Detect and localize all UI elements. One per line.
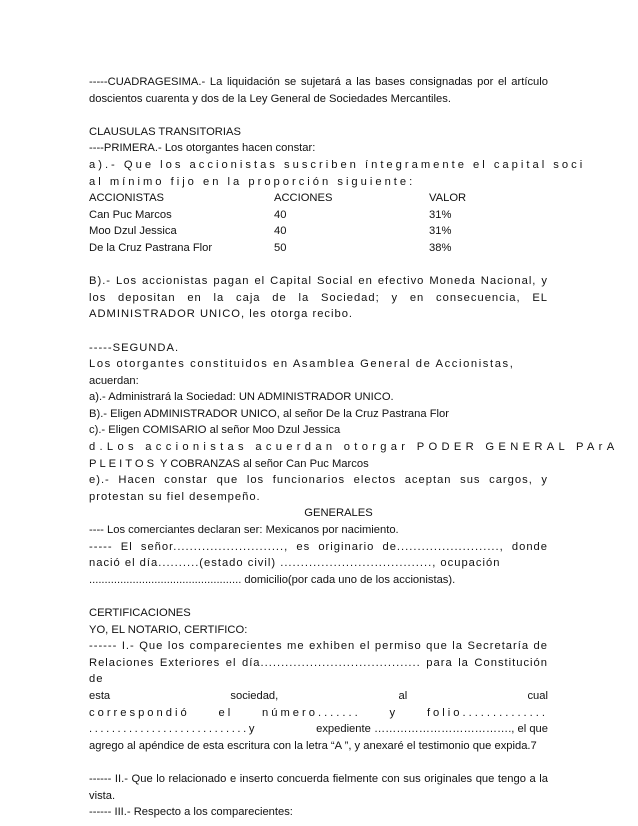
- cert-word: correspondió: [89, 706, 190, 719]
- table-cell: 40: [274, 208, 287, 221]
- segunda-item-a: a).- Administrará la Sociedad: UN ADMINISTRADOR UNICO.: [89, 391, 394, 404]
- table-cell: De la Cruz Pastrana Flor: [89, 241, 213, 254]
- table-cell: 38%: [429, 241, 452, 254]
- clause-cuadragesima: -----CUADRAGESIMA.- La liquidación se sujetará a las bases consignadas por el artículo doscientos cuarenta y dos de la Ley General de Sociedades Mercantiles.: [89, 76, 548, 105]
- pleitos-text: PLEITOS: [89, 457, 158, 470]
- clause-a-line1: a).- Que los accionistas suscriben íntegramente el capital soci: [89, 158, 586, 171]
- clause-b-payment: B).- Los accionistas pagan el Capital Social en efectivo Moneda Nacional, y los depositan en la caja de la Sociedad; y en consecuencia, EL ADMINISTRADOR UNICO, les otorga recibo.: [89, 275, 548, 321]
- cert-expediente: expediente ………………………………., el que: [316, 723, 548, 736]
- generales-line1: ---- Los comerciantes declaran ser: Mexicanos por nacimiento.: [89, 524, 399, 537]
- cert-word: esta: [89, 689, 111, 702]
- cert-word: número.......: [262, 706, 361, 719]
- cert-item-i-number-line: [89, 705, 548, 722]
- cert-item-i-end: agrego al apéndice de esta escritura con la letra “A ”, y anexaré el testimonio que expida.7: [89, 739, 537, 752]
- table-cell: 31%: [429, 208, 452, 221]
- clause-a-line2-text: al mínimo fijo en la proporción siguiente:: [89, 175, 416, 188]
- table-cell: 40: [274, 225, 287, 238]
- cert-word: cual: [527, 689, 548, 702]
- cobranzas-text: Y COBRANZAS al señor Can Puc Marcos: [157, 457, 369, 470]
- table-cell: 31%: [429, 225, 452, 238]
- cert-word: al: [398, 689, 408, 702]
- table-header-valor: VALOR: [429, 192, 467, 205]
- generales-line2: ----- El señor..........................., es originario de........................., donde nació el día..........(estado civil) ....................................., ocupación: [89, 540, 548, 570]
- table-cell: Can Puc Marcos: [89, 208, 172, 221]
- clause-a-line2: [89, 174, 548, 191]
- certificaciones-heading: CERTIFICACIONES: [89, 607, 191, 619]
- document-page: [89, 74, 619, 821]
- table-cell: Moo Dzul Jessica: [89, 225, 177, 238]
- table-cell: 50: [274, 241, 287, 254]
- shareholders-table: [89, 190, 548, 256]
- cert-word: y: [389, 706, 399, 719]
- cert-item-i: ------ I.- Que los comparecientes me exhiben el permiso que la Secretaría de Relaciones Exteriores el día....................................... para la Constitución de: [89, 640, 548, 686]
- table-header-acciones: ACCIONES: [274, 192, 333, 205]
- cert-item-i-spread-line: [89, 688, 548, 705]
- segunda-item-d-cont: [89, 456, 548, 473]
- segunda-item-c: c).- Eligen COMISARIO al señor Moo Dzul Jessica: [89, 424, 341, 437]
- cert-word: el: [218, 706, 234, 719]
- generales-line3: ................................................. domicilio(por cada uno de los accionistas).: [89, 573, 456, 586]
- segunda-item-b: B).- Eligen ADMINISTRADOR UNICO, al señor De la Cruz Pastrana Flor: [89, 407, 449, 420]
- segunda-item-e: e).- Hacen constar que los funcionarios electos aceptan sus cargos, y protestan su fiel desempeño.: [89, 474, 548, 503]
- cert-word: sociedad,: [230, 689, 279, 702]
- acuerdan-label: acuerdan:: [89, 374, 139, 387]
- cert-dots: ............................y: [89, 723, 258, 736]
- segunda-text: Los otorgantes constituidos en Asamblea General de Accionistas,: [89, 358, 515, 371]
- cert-item-i-expediente-line: [89, 721, 548, 738]
- table-header-accionistas: ACCIONISTAS: [89, 192, 165, 205]
- segunda-item-d: d.Los accionistas acuerdan otorgar PODER GENERAL PArA: [89, 441, 619, 454]
- notario-certifico: YO, EL NOTARIO, CERTIFICO:: [89, 623, 248, 636]
- cert-word: folio..............: [426, 706, 548, 719]
- clause-primera: ----PRIMERA.- Los otorgantes hacen constar:: [89, 142, 316, 155]
- clause-segunda: -----SEGUNDA.: [89, 341, 180, 354]
- cert-item-iii: ------ III.- Respecto a los comparecientes:: [89, 806, 293, 819]
- generales-heading: GENERALES: [304, 507, 373, 520]
- transitorias-heading: CLAUSULAS TRANSITORIAS: [89, 125, 241, 138]
- cert-item-ii: ------ II.- Que lo relacionado e inserto concuerda fielmente con sus originales que tengo a la vista.: [89, 772, 548, 802]
